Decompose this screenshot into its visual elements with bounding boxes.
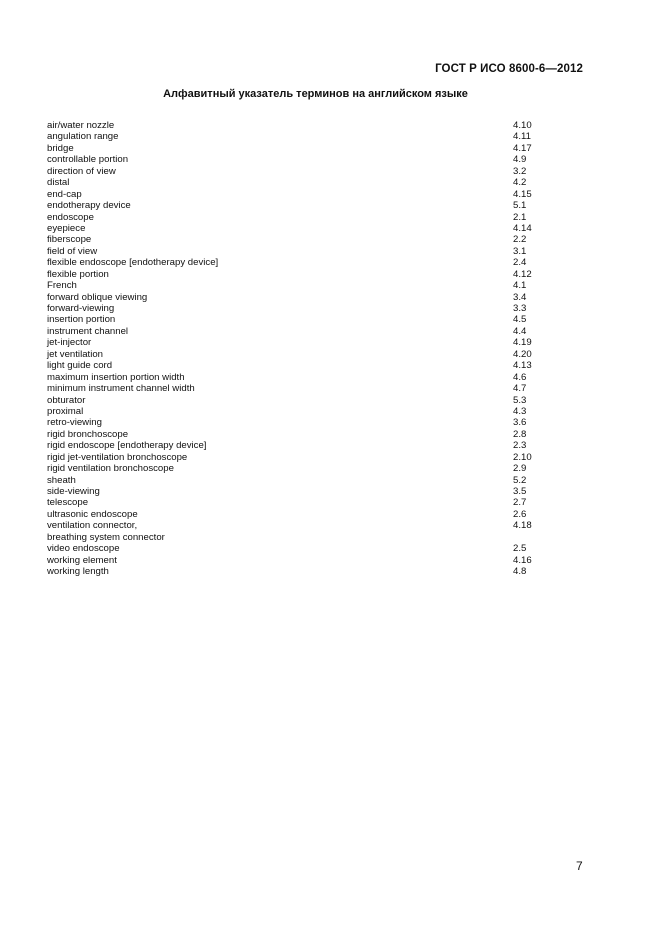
index-term-reference: 4.7 <box>513 383 527 395</box>
index-term: rigid bronchoscope <box>47 428 129 440</box>
index-entry <box>47 326 547 337</box>
index-entry <box>47 177 547 188</box>
index-entry <box>47 120 547 131</box>
index-term-reference: 4.2 <box>513 177 527 189</box>
index-entry <box>47 337 547 348</box>
index-term-reference: 2.4 <box>513 257 527 269</box>
index-entry <box>47 543 547 554</box>
index-term-reference: 2.6 <box>513 508 527 520</box>
index-entry <box>47 349 547 360</box>
index-term: insertion portion <box>47 314 116 326</box>
index-term: video endoscope <box>47 543 120 555</box>
index-entry <box>47 509 547 520</box>
index-term: minimum instrument channel width <box>47 383 195 395</box>
index-term: jet ventilation <box>47 348 103 360</box>
index-term-reference: 2.3 <box>513 440 527 452</box>
index-term: flexible endoscope [endotherapy device] <box>47 257 219 269</box>
index-term: jet-injector <box>47 337 92 349</box>
index-entry <box>47 383 547 394</box>
index-entry <box>47 395 547 406</box>
index-term: direction of view <box>47 165 116 177</box>
index-term: rigid endoscope [endotherapy device] <box>47 440 207 452</box>
index-term: endoscope <box>47 211 94 223</box>
index-entry <box>47 223 547 234</box>
index-term-reference: 4.11 <box>513 131 531 143</box>
index-entry <box>47 555 547 566</box>
index-term-reference: 4.12 <box>513 268 532 280</box>
index-term-reference: 4.10 <box>513 120 532 131</box>
index-term-reference: 3.1 <box>513 245 527 257</box>
index-term-reference: 4.8 <box>513 566 527 578</box>
index-term: angulation range <box>47 131 119 143</box>
index-term-reference: 4.20 <box>513 348 532 360</box>
index-entry <box>47 154 547 165</box>
index-term: flexible portion <box>47 268 109 280</box>
index-entry <box>47 429 547 440</box>
index-term: fiberscope <box>47 234 92 246</box>
index-term-reference: 3.5 <box>513 486 527 497</box>
index-entry <box>47 212 547 223</box>
index-term: proximal <box>47 405 84 417</box>
index-term: maximum insertion portion width <box>47 371 185 383</box>
index-term-reference: 3.4 <box>513 291 527 303</box>
index-entry <box>47 257 547 268</box>
index-term-reference: 3.3 <box>513 303 527 314</box>
index-entry <box>47 131 547 142</box>
index-term-reference: 2.2 <box>513 234 527 246</box>
index-term-reference: 4.3 <box>513 405 527 417</box>
index-term: end-cap <box>47 188 82 200</box>
index-term: ventilation connector, breathing system connector <box>47 520 165 543</box>
index-entry <box>47 269 547 280</box>
index-term: bridge <box>47 142 74 154</box>
index-term: controllable portion <box>47 154 129 166</box>
index-entry <box>47 497 547 508</box>
index-term-reference: 2.7 <box>513 497 527 509</box>
index-entry <box>47 486 547 497</box>
index-title: Алфавитный указатель терминов на английском языке <box>163 88 468 100</box>
index-entry <box>47 303 547 314</box>
index-term: retro-viewing <box>47 417 102 429</box>
index-entry <box>47 406 547 417</box>
index-term: eyepiece <box>47 222 86 234</box>
index-term-reference: 4.13 <box>513 360 532 372</box>
index-entry <box>47 314 547 325</box>
index-term: rigid ventilation bronchoscope <box>47 463 174 475</box>
index-term-reference: 2.8 <box>513 428 527 440</box>
index-entry <box>47 452 547 463</box>
index-term: sheath <box>47 474 76 486</box>
index-term-reference: 4.18 <box>513 520 532 532</box>
index-term-reference: 4.1 <box>513 280 527 292</box>
index-term: working length <box>47 566 109 578</box>
index-entry <box>47 234 547 245</box>
index-entry <box>47 440 547 451</box>
index-term-reference: 4.9 <box>513 154 527 166</box>
index-entry <box>47 200 547 211</box>
index-entry <box>47 143 547 154</box>
index-term-reference: 4.4 <box>513 325 527 337</box>
index-term: side-viewing <box>47 486 100 497</box>
index-entry <box>47 246 547 257</box>
index-term-reference: 5.3 <box>513 394 527 406</box>
index-term-reference: 5.1 <box>513 200 527 212</box>
index-entry <box>47 360 547 371</box>
index-term: light guide cord <box>47 360 113 372</box>
index-term: ultrasonic endoscope <box>47 508 138 520</box>
index-term-reference: 2.9 <box>513 463 527 475</box>
index-term: French <box>47 280 77 292</box>
index-term-reference: 5.2 <box>513 474 527 486</box>
index-entry <box>47 520 547 543</box>
index-entry <box>47 166 547 177</box>
index-term-reference: 4.5 <box>513 314 527 326</box>
index-entry <box>47 417 547 428</box>
index-term: forward-viewing <box>47 303 115 314</box>
index-term: instrument channel <box>47 325 129 337</box>
index-term-reference: 4.16 <box>513 554 532 566</box>
index-entry <box>47 475 547 486</box>
index-term: forward oblique viewing <box>47 291 148 303</box>
index-term: telescope <box>47 497 89 509</box>
index-term: rigid jet-ventilation bronchoscope <box>47 451 188 463</box>
index-term-reference: 3.6 <box>513 417 527 429</box>
index-term-reference: 4.6 <box>513 371 527 383</box>
document-code: ГОСТ Р ИСО 8600-6—2012 <box>435 63 583 75</box>
index-term: endotherapy device <box>47 200 131 212</box>
index-term: obturator <box>47 394 86 406</box>
index-term-reference: 4.19 <box>513 337 532 349</box>
page-number: 7 <box>576 859 583 873</box>
index-term: distal <box>47 177 70 189</box>
index-term-reference: 4.17 <box>513 142 532 154</box>
index-term: working element <box>47 554 117 566</box>
term-index-list <box>47 120 547 578</box>
index-term-reference: 4.15 <box>513 188 532 200</box>
index-term: air/water nozzle <box>47 120 115 131</box>
index-title-container <box>0 88 661 100</box>
index-term-reference: 2.10 <box>513 451 532 463</box>
index-entry <box>47 189 547 200</box>
index-entry <box>47 292 547 303</box>
index-term-reference: 4.14 <box>513 222 532 234</box>
index-term: field of view <box>47 245 98 257</box>
index-term-reference: 2.1 <box>513 211 527 223</box>
index-term-reference: 2.5 <box>513 543 527 555</box>
index-term-reference: 3.2 <box>513 165 527 177</box>
index-entry <box>47 566 547 577</box>
index-entry <box>47 280 547 291</box>
index-entry <box>47 463 547 474</box>
index-entry <box>47 372 547 383</box>
